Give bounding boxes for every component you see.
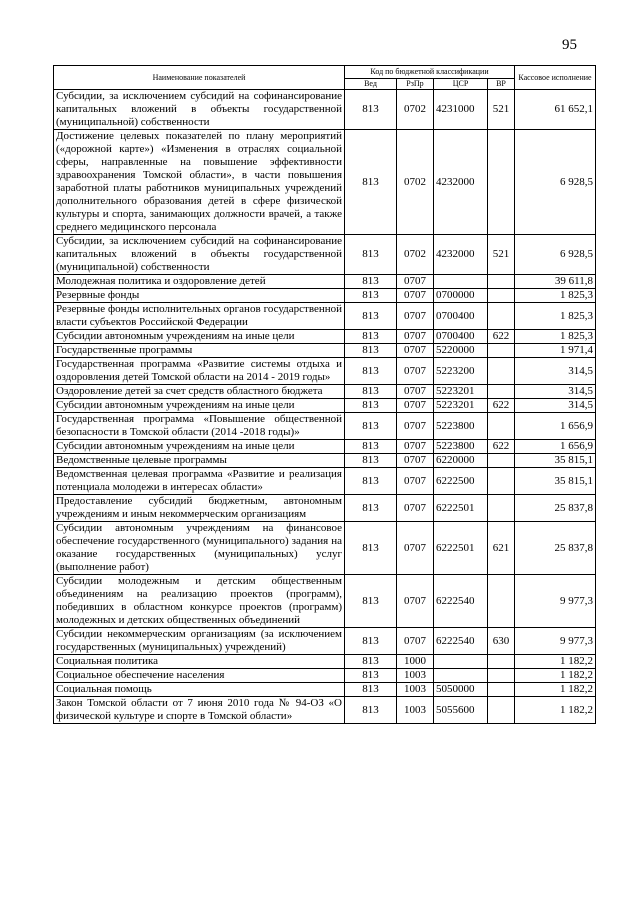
row-vr-cell bbox=[488, 344, 515, 358]
row-name-cell: Субсидии автономным учреждениям на финансовое обеспечение государственного (муниципального) задания на оказание государственных (муниципальных) услуг (выполнение работ) bbox=[54, 522, 345, 575]
row-ved-cell: 813 bbox=[345, 358, 397, 385]
row-sum-cell: 314,5 bbox=[515, 399, 596, 413]
row-vr-cell bbox=[488, 575, 515, 628]
table-row bbox=[54, 399, 596, 413]
table-row bbox=[54, 289, 596, 303]
header-code-group: Код по бюджетной классификации bbox=[345, 66, 515, 79]
row-vr-cell bbox=[488, 385, 515, 399]
row-sum-cell: 9 977,3 bbox=[515, 628, 596, 655]
header-csr: ЦСР bbox=[434, 79, 488, 90]
row-rzpr-cell: 0707 bbox=[397, 495, 434, 522]
table-row bbox=[54, 344, 596, 358]
table-row bbox=[54, 669, 596, 683]
row-name-cell: Предоставление субсидий бюджетным, автономным учреждениям и иным некоммерческим организациям bbox=[54, 495, 345, 522]
row-vr-cell bbox=[488, 130, 515, 235]
row-csr-cell: 5223200 bbox=[434, 358, 488, 385]
row-vr-cell bbox=[488, 289, 515, 303]
row-csr-cell: 0700000 bbox=[434, 289, 488, 303]
row-csr-cell: 4232000 bbox=[434, 130, 488, 235]
table-row bbox=[54, 303, 596, 330]
row-ved-cell: 813 bbox=[345, 399, 397, 413]
row-csr-cell: 6222501 bbox=[434, 522, 488, 575]
table-row bbox=[54, 655, 596, 669]
row-name-cell: Закон Томской области от 7 июня 2010 года № 94-ОЗ «О физической культуре и спорте в Томской области» bbox=[54, 697, 345, 724]
page-number: 95 bbox=[562, 37, 577, 53]
row-ved-cell: 813 bbox=[345, 235, 397, 275]
row-vr-cell: 521 bbox=[488, 235, 515, 275]
table-row bbox=[54, 130, 596, 235]
row-name-cell: Социальная политика bbox=[54, 655, 345, 669]
row-rzpr-cell: 1000 bbox=[397, 655, 434, 669]
row-vr-cell bbox=[488, 413, 515, 440]
row-name-cell: Субсидии, за исключением субсидий на софинансирование капитальных вложений в объекты государственной (муниципальной) собственности bbox=[54, 235, 345, 275]
row-ved-cell: 813 bbox=[345, 495, 397, 522]
row-name-cell: Ведомственная целевая программа «Развитие и реализация потенциала молодежи в интересах области» bbox=[54, 468, 345, 495]
row-ved-cell: 813 bbox=[345, 628, 397, 655]
row-sum-cell: 1 656,9 bbox=[515, 440, 596, 454]
row-vr-cell: 521 bbox=[488, 90, 515, 130]
row-rzpr-cell: 0707 bbox=[397, 358, 434, 385]
row-vr-cell: 622 bbox=[488, 440, 515, 454]
header-rzpr: РзПр bbox=[397, 79, 434, 90]
table-row bbox=[54, 454, 596, 468]
header-ved: Вед bbox=[345, 79, 397, 90]
row-csr-cell: 5050000 bbox=[434, 683, 488, 697]
row-sum-cell: 25 837,8 bbox=[515, 522, 596, 575]
row-sum-cell: 1 182,2 bbox=[515, 655, 596, 669]
row-ved-cell: 813 bbox=[345, 90, 397, 130]
row-csr-cell: 5223800 bbox=[434, 413, 488, 440]
table-row bbox=[54, 358, 596, 385]
row-csr-cell: 0700400 bbox=[434, 303, 488, 330]
row-csr-cell: 5223201 bbox=[434, 399, 488, 413]
row-sum-cell: 6 928,5 bbox=[515, 235, 596, 275]
row-rzpr-cell: 0707 bbox=[397, 303, 434, 330]
row-rzpr-cell: 0707 bbox=[397, 522, 434, 575]
row-ved-cell: 813 bbox=[345, 697, 397, 724]
row-sum-cell: 1 825,3 bbox=[515, 330, 596, 344]
row-name-cell: Социальное обеспечение населения bbox=[54, 669, 345, 683]
row-name-cell: Резервные фонды bbox=[54, 289, 345, 303]
table-header bbox=[54, 66, 596, 90]
row-sum-cell: 1 182,2 bbox=[515, 669, 596, 683]
table-row bbox=[54, 522, 596, 575]
row-sum-cell: 1 182,2 bbox=[515, 683, 596, 697]
row-csr-cell bbox=[434, 275, 488, 289]
row-ved-cell: 813 bbox=[345, 289, 397, 303]
row-csr-cell: 5055600 bbox=[434, 697, 488, 724]
row-csr-cell bbox=[434, 669, 488, 683]
row-csr-cell: 6222501 bbox=[434, 495, 488, 522]
row-rzpr-cell: 1003 bbox=[397, 683, 434, 697]
row-ved-cell: 813 bbox=[345, 655, 397, 669]
row-sum-cell: 39 611,8 bbox=[515, 275, 596, 289]
row-ved-cell: 813 bbox=[345, 669, 397, 683]
header-sum: Кассовое исполнение bbox=[515, 66, 596, 90]
row-sum-cell: 61 652,1 bbox=[515, 90, 596, 130]
table-row bbox=[54, 235, 596, 275]
row-name-cell: Социальная помощь bbox=[54, 683, 345, 697]
row-rzpr-cell: 1003 bbox=[397, 697, 434, 724]
row-vr-cell bbox=[488, 683, 515, 697]
row-name-cell: Субсидии автономным учреждениям на иные цели bbox=[54, 399, 345, 413]
table-row bbox=[54, 330, 596, 344]
row-vr-cell bbox=[488, 358, 515, 385]
row-vr-cell bbox=[488, 655, 515, 669]
row-ved-cell: 813 bbox=[345, 522, 397, 575]
table-row bbox=[54, 440, 596, 454]
row-csr-cell: 6222540 bbox=[434, 628, 488, 655]
row-sum-cell: 314,5 bbox=[515, 385, 596, 399]
row-rzpr-cell: 0707 bbox=[397, 440, 434, 454]
row-sum-cell: 1 182,2 bbox=[515, 697, 596, 724]
row-vr-cell bbox=[488, 303, 515, 330]
table-row bbox=[54, 275, 596, 289]
row-csr-cell bbox=[434, 655, 488, 669]
header-vr: ВР bbox=[488, 79, 515, 90]
row-ved-cell: 813 bbox=[345, 344, 397, 358]
row-rzpr-cell: 0707 bbox=[397, 289, 434, 303]
row-sum-cell: 1 825,3 bbox=[515, 289, 596, 303]
row-ved-cell: 813 bbox=[345, 330, 397, 344]
row-vr-cell: 621 bbox=[488, 522, 515, 575]
row-name-cell: Резервные фонды исполнительных органов государственной власти субъектов Российской Федерации bbox=[54, 303, 345, 330]
row-vr-cell: 622 bbox=[488, 399, 515, 413]
row-rzpr-cell: 0707 bbox=[397, 468, 434, 495]
row-vr-cell bbox=[488, 669, 515, 683]
row-sum-cell: 25 837,8 bbox=[515, 495, 596, 522]
row-sum-cell: 6 928,5 bbox=[515, 130, 596, 235]
row-name-cell: Достижение целевых показателей по плану мероприятий («дорожной карте») «Изменения в отраслях социальной сферы, направленные на повышение эффективности здравоохранения Томской области», в части повышения заработной платы работников муниципальных учреждений дополнительного образования детей в сфере физической культуры и спорта, занимающих должности врачей, а также среднего медицинского персонала bbox=[54, 130, 345, 235]
row-sum-cell: 314,5 bbox=[515, 358, 596, 385]
row-vr-cell bbox=[488, 454, 515, 468]
row-ved-cell: 813 bbox=[345, 303, 397, 330]
row-vr-cell: 622 bbox=[488, 330, 515, 344]
row-name-cell: Ведомственные целевые программы bbox=[54, 454, 345, 468]
row-csr-cell: 5220000 bbox=[434, 344, 488, 358]
row-csr-cell: 4232000 bbox=[434, 235, 488, 275]
row-name-cell: Оздоровление детей за счет средств областного бюджета bbox=[54, 385, 345, 399]
row-sum-cell: 35 815,1 bbox=[515, 454, 596, 468]
row-rzpr-cell: 0707 bbox=[397, 454, 434, 468]
row-rzpr-cell: 0702 bbox=[397, 235, 434, 275]
row-vr-cell bbox=[488, 697, 515, 724]
table-row bbox=[54, 385, 596, 399]
row-sum-cell: 9 977,3 bbox=[515, 575, 596, 628]
row-csr-cell: 4231000 bbox=[434, 90, 488, 130]
row-rzpr-cell: 0707 bbox=[397, 275, 434, 289]
table-row bbox=[54, 697, 596, 724]
table-row bbox=[54, 628, 596, 655]
row-name-cell: Субсидии, за исключением субсидий на софинансирование капитальных вложений в объекты государственной (муниципальной) собственности bbox=[54, 90, 345, 130]
row-ved-cell: 813 bbox=[345, 575, 397, 628]
row-ved-cell: 813 bbox=[345, 413, 397, 440]
row-csr-cell: 5223800 bbox=[434, 440, 488, 454]
row-rzpr-cell: 0707 bbox=[397, 413, 434, 440]
row-sum-cell: 1 825,3 bbox=[515, 303, 596, 330]
row-sum-cell: 1 656,9 bbox=[515, 413, 596, 440]
row-vr-cell bbox=[488, 468, 515, 495]
table-row bbox=[54, 468, 596, 495]
row-ved-cell: 813 bbox=[345, 130, 397, 235]
row-rzpr-cell: 0702 bbox=[397, 130, 434, 235]
row-rzpr-cell: 0707 bbox=[397, 399, 434, 413]
row-sum-cell: 35 815,1 bbox=[515, 468, 596, 495]
row-vr-cell bbox=[488, 495, 515, 522]
row-vr-cell: 630 bbox=[488, 628, 515, 655]
row-rzpr-cell: 0702 bbox=[397, 90, 434, 130]
row-csr-cell: 0700400 bbox=[434, 330, 488, 344]
row-ved-cell: 813 bbox=[345, 385, 397, 399]
row-rzpr-cell: 0707 bbox=[397, 628, 434, 655]
row-ved-cell: 813 bbox=[345, 275, 397, 289]
row-name-cell: Государственные программы bbox=[54, 344, 345, 358]
row-vr-cell bbox=[488, 275, 515, 289]
table-row bbox=[54, 683, 596, 697]
table-body bbox=[54, 90, 596, 724]
header-name: Наименование показателей bbox=[54, 66, 345, 90]
row-rzpr-cell: 0707 bbox=[397, 330, 434, 344]
budget-table bbox=[53, 65, 596, 724]
row-rzpr-cell: 0707 bbox=[397, 344, 434, 358]
row-rzpr-cell: 1003 bbox=[397, 669, 434, 683]
row-name-cell: Государственная программа «Развитие системы отдыха и оздоровления детей Томской области на 2014 - 2019 годы» bbox=[54, 358, 345, 385]
row-name-cell: Субсидии автономным учреждениям на иные цели bbox=[54, 330, 345, 344]
row-csr-cell: 6222540 bbox=[434, 575, 488, 628]
row-csr-cell: 6222500 bbox=[434, 468, 488, 495]
row-ved-cell: 813 bbox=[345, 468, 397, 495]
table-row bbox=[54, 575, 596, 628]
row-rzpr-cell: 0707 bbox=[397, 385, 434, 399]
row-csr-cell: 5223201 bbox=[434, 385, 488, 399]
row-rzpr-cell: 0707 bbox=[397, 575, 434, 628]
row-name-cell: Субсидии молодежным и детским общественным объединениям на реализацию проектов (программ), победивших в областном конкурсе проектов (программ) молодежных и детских общественных объединений bbox=[54, 575, 345, 628]
row-ved-cell: 813 bbox=[345, 683, 397, 697]
row-name-cell: Субсидии некоммерческим организациям (за исключением государственных (муниципальных) учреждений) bbox=[54, 628, 345, 655]
row-ved-cell: 813 bbox=[345, 454, 397, 468]
row-ved-cell: 813 bbox=[345, 440, 397, 454]
row-csr-cell: 6220000 bbox=[434, 454, 488, 468]
row-name-cell: Государственная программа «Повышение общественной безопасности в Томской области (2014 -2018 годы)» bbox=[54, 413, 345, 440]
table-row bbox=[54, 90, 596, 130]
table-row bbox=[54, 413, 596, 440]
row-sum-cell: 1 971,4 bbox=[515, 344, 596, 358]
row-name-cell: Субсидии автономным учреждениям на иные цели bbox=[54, 440, 345, 454]
table-row bbox=[54, 495, 596, 522]
row-name-cell: Молодежная политика и оздоровление детей bbox=[54, 275, 345, 289]
